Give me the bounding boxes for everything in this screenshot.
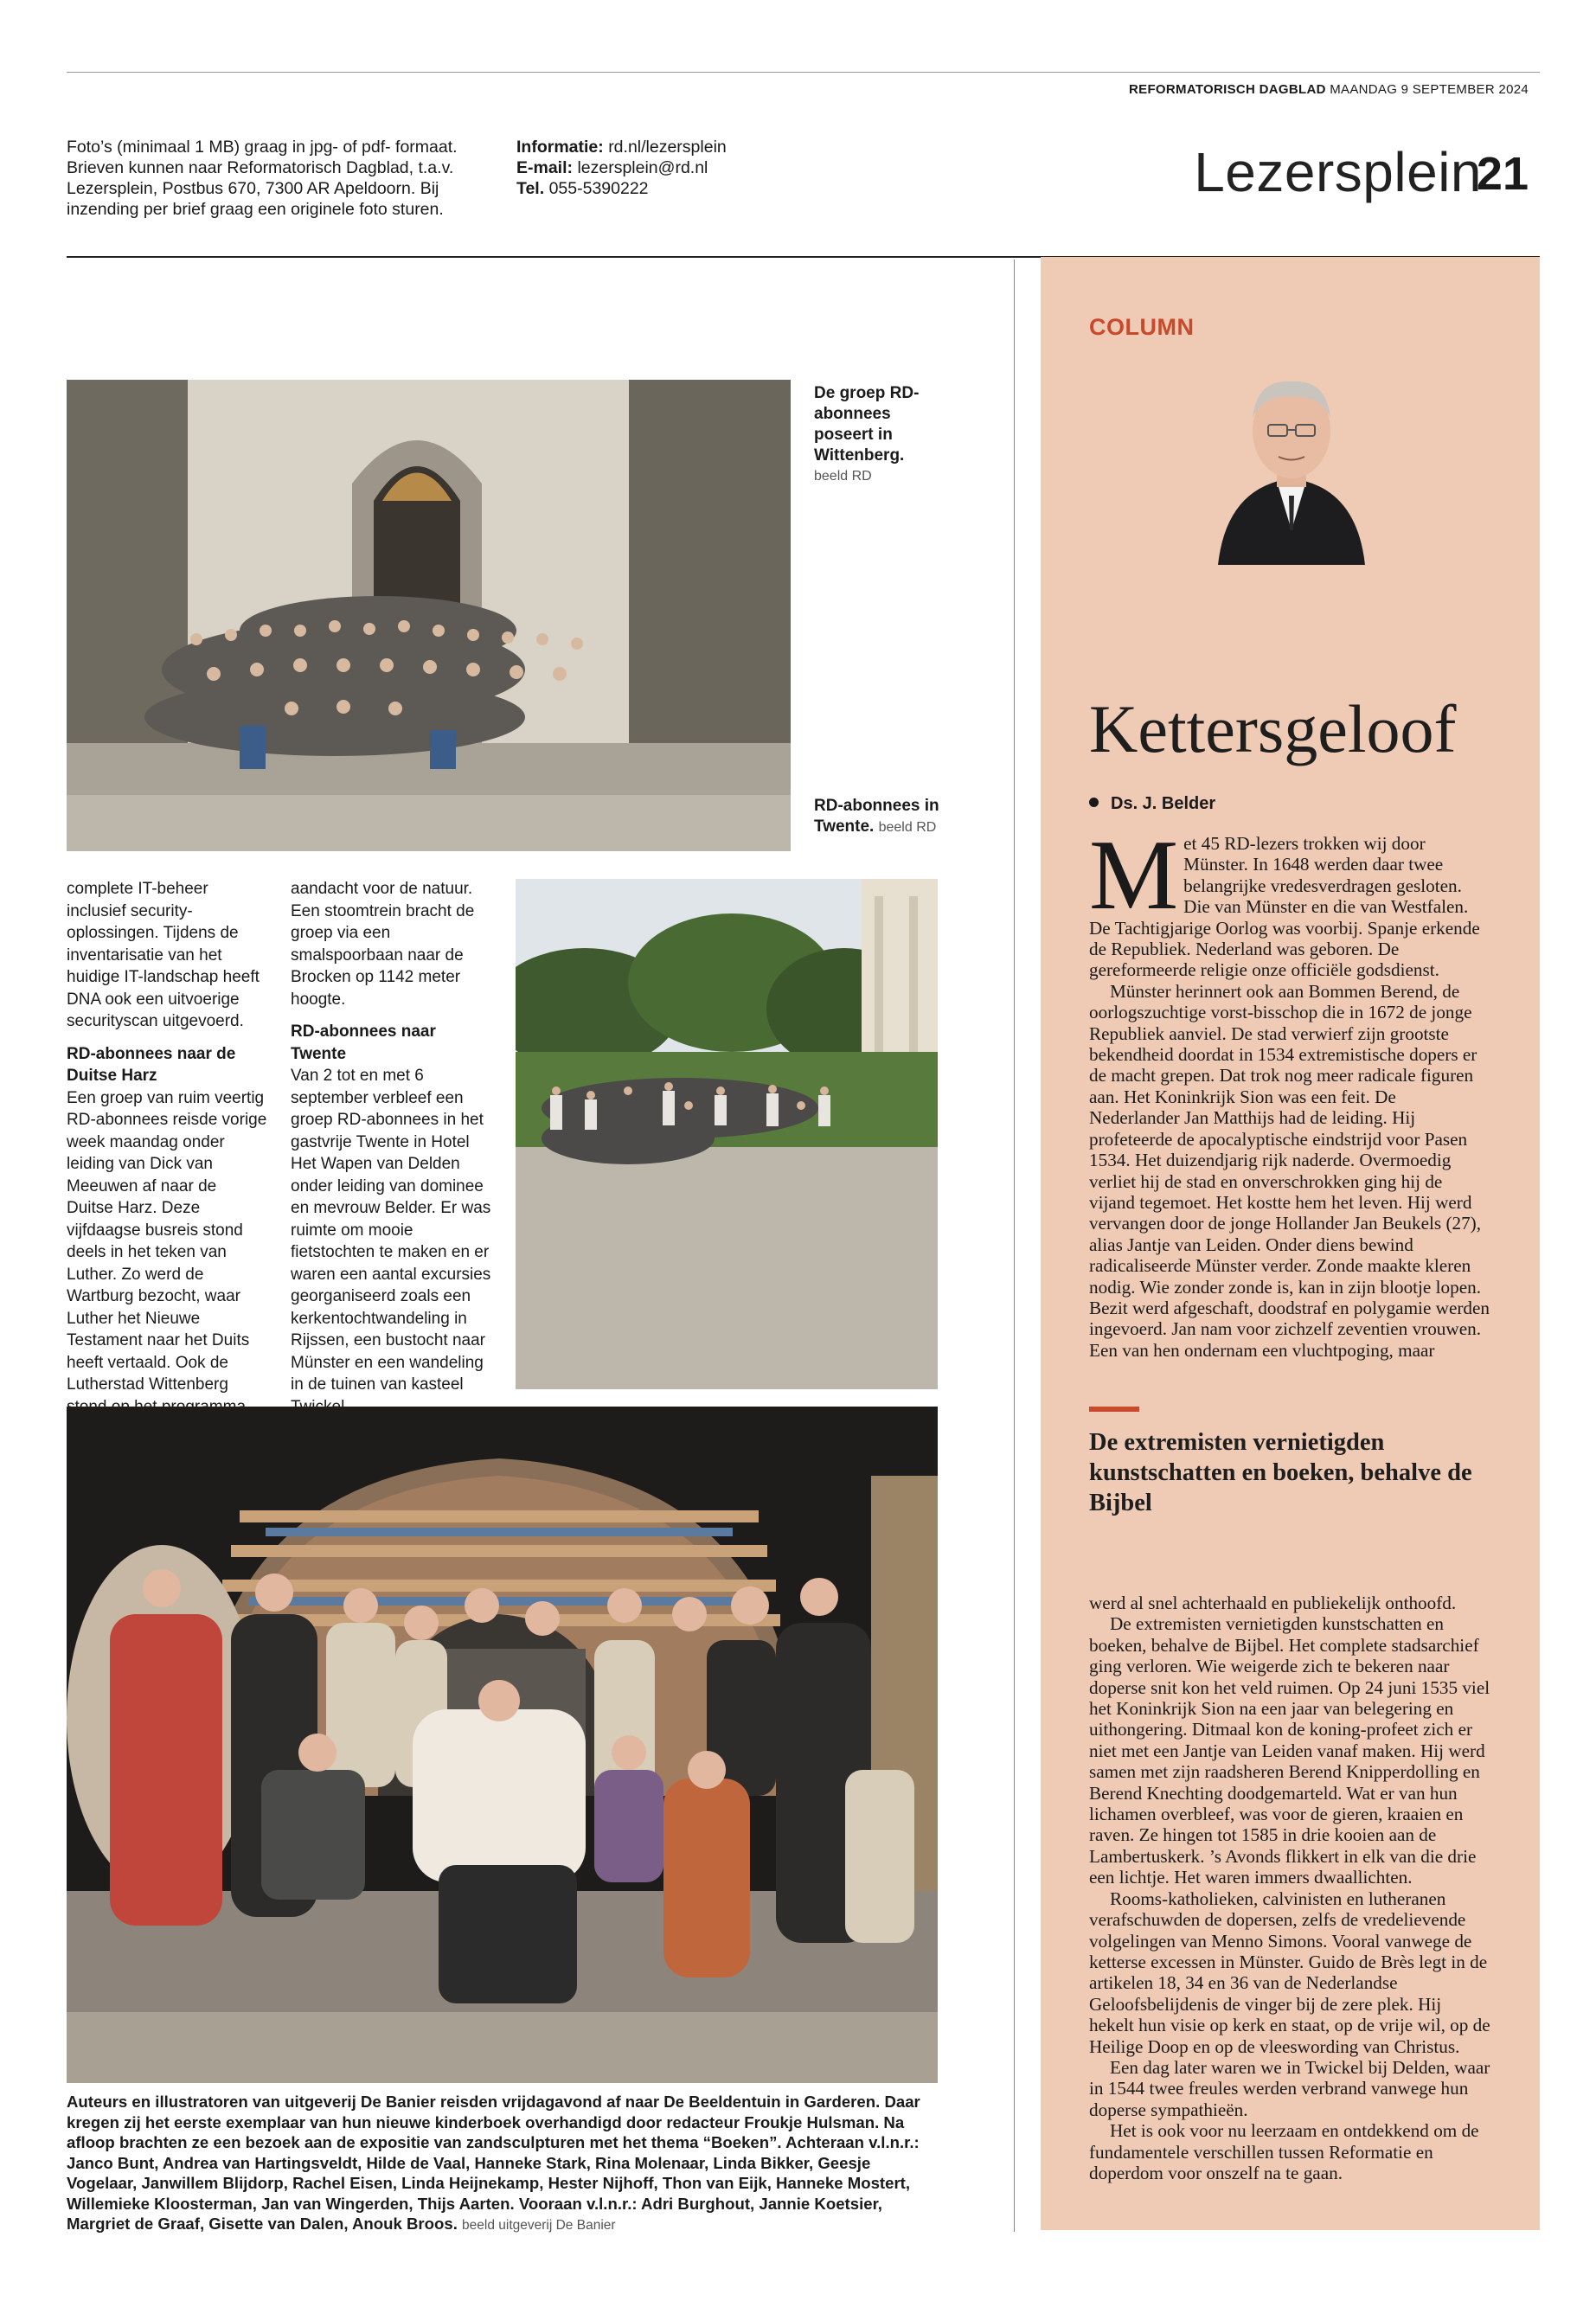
info-link[interactable]: rd.nl/lezersplein bbox=[608, 138, 727, 157]
column-body-bottom bbox=[1089, 1593, 1490, 2183]
info-label: Informatie: bbox=[516, 138, 604, 157]
column-body-top bbox=[1089, 820, 1490, 1361]
column-label: COLUMN bbox=[1089, 314, 1195, 340]
banier-caption-text: Auteurs en illustratoren van uitgeverij De Banier reisden vrijdagavond af naar De Beeldentuin in Garderen. Daar kregen zij het eerste exemplaar van hun nieuwe kinderboek overhandigd door redacteur Froukje Hulsman. Na afloop brachten ze een bezoek aan de expositie van zandsculpturen met het thema “Boeken”. Achteraan v.l.n.r.: Janco Bunt, Andrea van Hartingsveldt, Hilde de Vaal, Hanneke Stark, Rina Molenaar, Linda Bikker, Geesje Vogelaar, Janwillem Blijdorp, Rachel Eisen, Linda Heijnekamp, Hester Nijhoff, Thon van Eijk, Hanneke Mostert, Willemieke Kloosterman, Jan van Wingerden, Thijs Aarten. Vooraan v.l.n.r.: Adri Burghout, Jannie Koetsier, Margriet de Graaf, Gisette van Dalen, Anouk Broos. bbox=[67, 2093, 920, 2233]
column-p2: Münster herinnert ook aan Bommen Berend, de oorlogszuchtige vorst-bisschop die in 1672 de jonge Republiek aanviel. De stad verwierf zijn grootste bekendheid doordat in 1534 extremistische dopers er de macht grepen. Dat trok nog meer radicale figuren aan. Het Koninkrijk Sion was een feit. De Nederlander Jan Matthijs had de leiding. Hij profeteerde de apocalyptische eindstrijd voor Pasen 1534. Het duizendjarig rijk naderde. Overmoedig verliet hij de stad en onverschrokken ging hij de vijand tegemoet. Het kostte hem het leven. Hij werd vervangen door de jonge Hollander Jan Beukels (27), alias Jantje van Leiden. Onder diens bewind radicaliseerde Münster verder. Zonde maakte kleren nodig. Wie zonder zonde is, kan in zijn blootje lopen. Bezit werd afgeschaft, doodstraf en polygamie werden ingevoerd. Jan nam voor zichzelf zeventien vrouwen. Een van hen ondernam een vluchtpoging, maar bbox=[1089, 980, 1490, 1361]
masthead bbox=[1129, 82, 1529, 97]
article-column-1 bbox=[67, 878, 267, 1440]
article-col2-intro: aandacht voor de natuur. Een stoomtrein bracht de groep via een smalspoorbaan naar de Brocken op 1142 meter hoogte. bbox=[291, 880, 475, 1009]
masthead-date: MAANDAG 9 SEPTEMBER 2024 bbox=[1330, 82, 1529, 97]
twente-body: Van 2 tot en met 6 september verbleef een groep RD-abonnees in het gastvrije Twente in Hotel Het Wapen van Delden onder leiding van dominee en mevrouw Belder. Er was ruimte om mooie fietstochten te maken en er waren een aantal excursies georganiseerd zoals een kerkentochtwandeling in Rijssen, een bustocht naar Münster en een wandeling in de tuinen van kasteel bbox=[291, 1067, 491, 1394]
column-p1: et 45 RD-lezers trokken wij door Münster. In 1648 werden daar twee belangrijke vredesverdragen gesloten. Die van Münster en die van Westfalen. De Tachtigjarige Oorlog was voorbij. Spanje erkende de Republiek. Nederland was geboren. De gereformeerde religie onze officiële godsdienst. bbox=[1089, 833, 1480, 981]
pull-quote: De extremisten vernietigden kunstschatten en boeken, behalve de Bijbel bbox=[1089, 1429, 1472, 1516]
twente-photo bbox=[516, 879, 938, 1389]
page-number: 21 bbox=[1476, 148, 1529, 200]
column-p4: De extremisten vernietigden kunstschatten en boeken, behalve de Bijbel. Het complete stadsarchief ging verloren. Wie weigerde zich te bekeren naar doperse snit kon het veld ruimen. Op 24 juni 1535 viel het Koninkrijk Sion na een jaar van belegering en uithongering. Ditmaal kon de koning-profeet zich er niet met een Jantje van Leiden vanaf maken. Hij werd samen met zijn raadsheren Berend Knipperdolling en Berend Knechting doodgemarteld. Wat er van hun lichamen overbleef, was voor de gieren, kraaien en raven. Ze hingen tot 1585 in drie kooien aan de Lambertuskerk. ’s Avonds flikkert in elk van die drie een lichtje. Het waren immers dwaallichten. bbox=[1089, 1613, 1490, 1888]
submission-info: Foto’s (minimaal 1 MB) graag in jpg- of pdf- formaat. Brieven kunnen naar Reformatorisch Dagblad, t.a.v. Lezersplein, Postbus 670, 7300 AR Apeldoorn. Bij inzending per brief graag een originele foto sturen. bbox=[67, 138, 458, 219]
column-p5: Rooms-katholieken, calvinisten en lutheranen verafschuwden de dopersen, zelfs de vredelievende volgelingen van Menno Simons. Vooral vanwege de ketterse excessen in Münster. Guido de Brès legt in de artikelen 18, 34 en 36 van de Nederlandse Geloofsbelijdenis de vinger bij de zere plek. Hij hekelt hun visie op kerk en staat, op de vrije wil, op de Heilige Doop en op de vleeswording van Christus. bbox=[1089, 1888, 1490, 2057]
twente-heading: RD-abonnees naar Twente bbox=[291, 1022, 436, 1063]
twente-caption-text: RD-abonnees in Twente. bbox=[814, 797, 939, 836]
byline-bullet-icon bbox=[1089, 798, 1099, 807]
wittenberg-caption bbox=[814, 383, 935, 487]
twente-credit: beeld RD bbox=[878, 820, 937, 835]
article-column-2 bbox=[291, 878, 493, 1418]
top-rule bbox=[67, 72, 1540, 73]
email-label: E-mail: bbox=[516, 158, 574, 177]
tel-value: 055-5390222 bbox=[548, 179, 649, 198]
harz-heading: RD-abonnees naar de Duitse Harz bbox=[67, 1044, 236, 1085]
banier-caption bbox=[67, 2092, 940, 2236]
author-portrait bbox=[1209, 357, 1374, 565]
wittenberg-caption-text: De groep RD-abonnees poseert in Wittenberg. bbox=[814, 384, 920, 465]
email-link[interactable]: lezersplein@rd.nl bbox=[577, 158, 708, 177]
banier-credit: beeld uitgeverij De Banier bbox=[462, 2218, 616, 2233]
wittenberg-photo bbox=[67, 380, 791, 851]
banier-photo bbox=[67, 1407, 938, 2083]
twente-caption bbox=[814, 796, 944, 838]
harz-body: Een groep van ruim veertig RD-abonnees reisde vorige week maandag onder leiding van Dick van Meeuwen af naar de Duitse Harz. Deze vijfdaagse busreis stond deels in het teken van Luther. Zo werd de Wartburg bezocht, waar Luther het Nieuwe Testament naar het Duits heeft vertaald. Ook de Lutherstad Wittenberg bbox=[67, 1088, 267, 1394]
dropcap: M bbox=[1089, 820, 1179, 931]
wittenberg-credit: beeld RD bbox=[814, 469, 872, 484]
column-divider bbox=[1014, 260, 1015, 2232]
masthead-paper: REFORMATORISCH DAGBLAD bbox=[1129, 82, 1326, 97]
tel-label: Tel. bbox=[516, 179, 545, 198]
byline-author: Ds. J. Belder bbox=[1111, 794, 1216, 813]
article-col1-intro: complete IT-beheer inclusief security-oplossingen. Tijdens de inventarisatie van het huidige IT-landschap heeft DNA ook een uitvoerige securityscan uitgevoerd. bbox=[67, 880, 260, 1030]
column-title: Kettersgeloof bbox=[1089, 691, 1457, 766]
section-title: Lezersplein bbox=[1194, 141, 1482, 203]
column-p7: Het is ook voor nu leerzaam en ontdekkend om de fundamentele verschillen tussen Reformatie en doperdom voor onszelf na te gaan. bbox=[1089, 2120, 1479, 2183]
column-byline bbox=[1089, 794, 1215, 814]
column-p3: werd al snel achterhaald en publiekelijk onthoofd. bbox=[1089, 1593, 1457, 1613]
column-p6: Een dag later waren we in Twickel bij Delden, waar in 1544 twee freules werden verbrand vanwege hun doperse sympathieën. bbox=[1089, 2056, 1490, 2120]
quote-accent-bar bbox=[1089, 1407, 1139, 1412]
contact-info bbox=[516, 137, 880, 199]
